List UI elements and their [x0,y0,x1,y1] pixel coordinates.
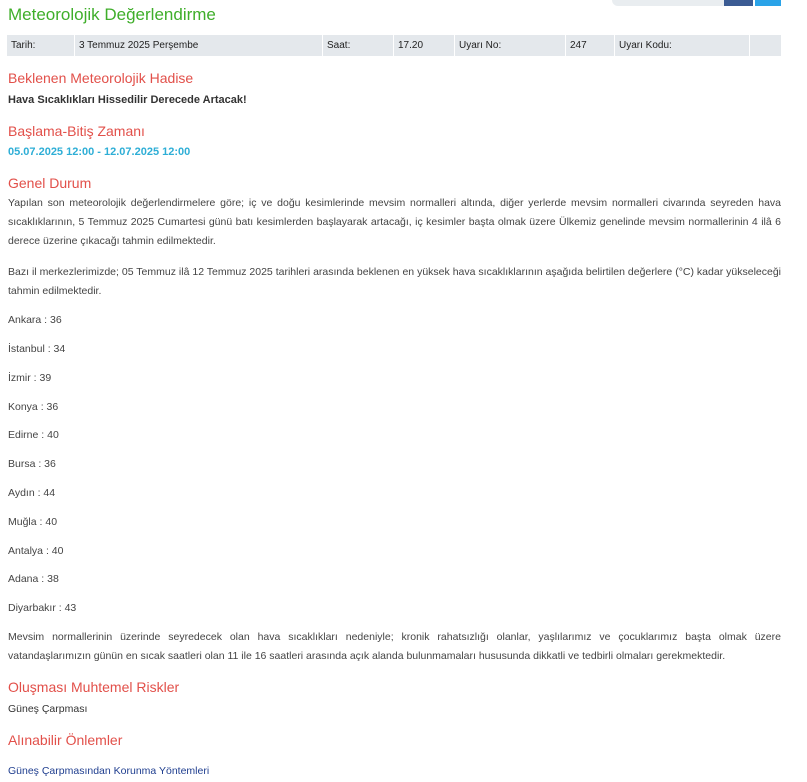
general-status-heading: Genel Durum [8,175,92,191]
twitter-share-button[interactable] [755,0,781,6]
risks-text: Güneş Çarpması [8,703,88,715]
page-title: Meteorolojik Değerlendirme [8,5,216,24]
city-temperature: Aydın : 44 [8,487,56,499]
warning-info-table [7,35,781,56]
city-temperature: Adana : 38 [8,573,59,585]
facebook-share-button[interactable] [724,0,753,6]
health-advice-paragraph: Mevsim normallerinin üzerinde seyredecek olan hava sıcaklıkları nedeniyle; kronik rahatsızlığı olanlar, yaşlılarımız ve çocuklarımız başta olmak üzere vatandaşlarımızın günün en sıcak saatleri olan 11 ile 16 saatleri arasında açık alanda bulunmamaları hususunda dikkatli ve tedbirli olmaları gerekmektedir. [8,631,781,662]
warning-no-value: 247 [566,35,615,56]
date-value: 3 Temmuz 2025 Perşembe [75,35,323,56]
temperature-intro-paragraph: Bazı il merkezlerimizde; 05 Temmuz ilâ 12 Temmuz 2025 tarihleri arasında beklenen en yüksek hava sıcaklıklarının aşağıda belirtilen değerlere (°C) kadar yükseleceği tahmin edilmektedir. [8,266,781,297]
city-temperature: Edirne : 40 [8,429,59,441]
city-temperature: İzmir : 39 [8,372,52,384]
risks-heading: Oluşması Muhtemel Riskler [8,679,180,695]
time-range-text: 05.07.2025 12:00 - 12.07.2025 12:00 [8,146,191,158]
warning-code-value [750,35,782,56]
city-temperature: Muğla : 40 [8,516,58,528]
city-temperature: Antalya : 40 [8,545,64,557]
city-temperature: Konya : 36 [8,401,59,413]
city-temperature: İstanbul : 34 [8,343,66,355]
expected-event-text: Hava Sıcaklıkları Hissedilir Derecede Artacak! [8,94,247,106]
city-temperature: Diyarbakır : 43 [8,602,77,614]
time-value: 17.20 [394,35,455,56]
time-label: Saat: [323,35,394,56]
warning-no-label: Uyarı No: [455,35,566,56]
warning-code-label: Uyarı Kodu: [615,35,750,56]
share-bar [612,0,781,6]
city-temperature: Bursa : 36 [8,458,56,470]
time-range-heading: Başlama-Bitiş Zamanı [8,123,145,139]
share-background [612,0,724,6]
expected-event-heading: Beklenen Meteorolojik Hadise [8,70,194,86]
date-label: Tarih: [7,35,75,56]
precautions-heading: Alınabilir Önlemler [8,732,123,748]
city-temperature: Ankara : 36 [8,314,62,326]
general-status-paragraph: Yapılan son meteorolojik değerlendirmelere göre; iç ve doğu kesimlerinde mevsim normalleri altında, diğer yerlerde mevsim normalleri civarında seyreden hava sıcaklıklarının, 5 Temmuz 2025 Cumartesi günü batı kesimlerden başlayarak artacağı, iç kesimler başta olmak üzere Ülkemiz genelinde mevsim normallerinin 4 ilâ 6 derece üzerine çıkacağı tahmin edilmektedir. [8,197,781,247]
precautions-link[interactable]: Güneş Çarpmasından Korunma Yöntemleri [8,765,210,777]
info-row [7,35,781,56]
